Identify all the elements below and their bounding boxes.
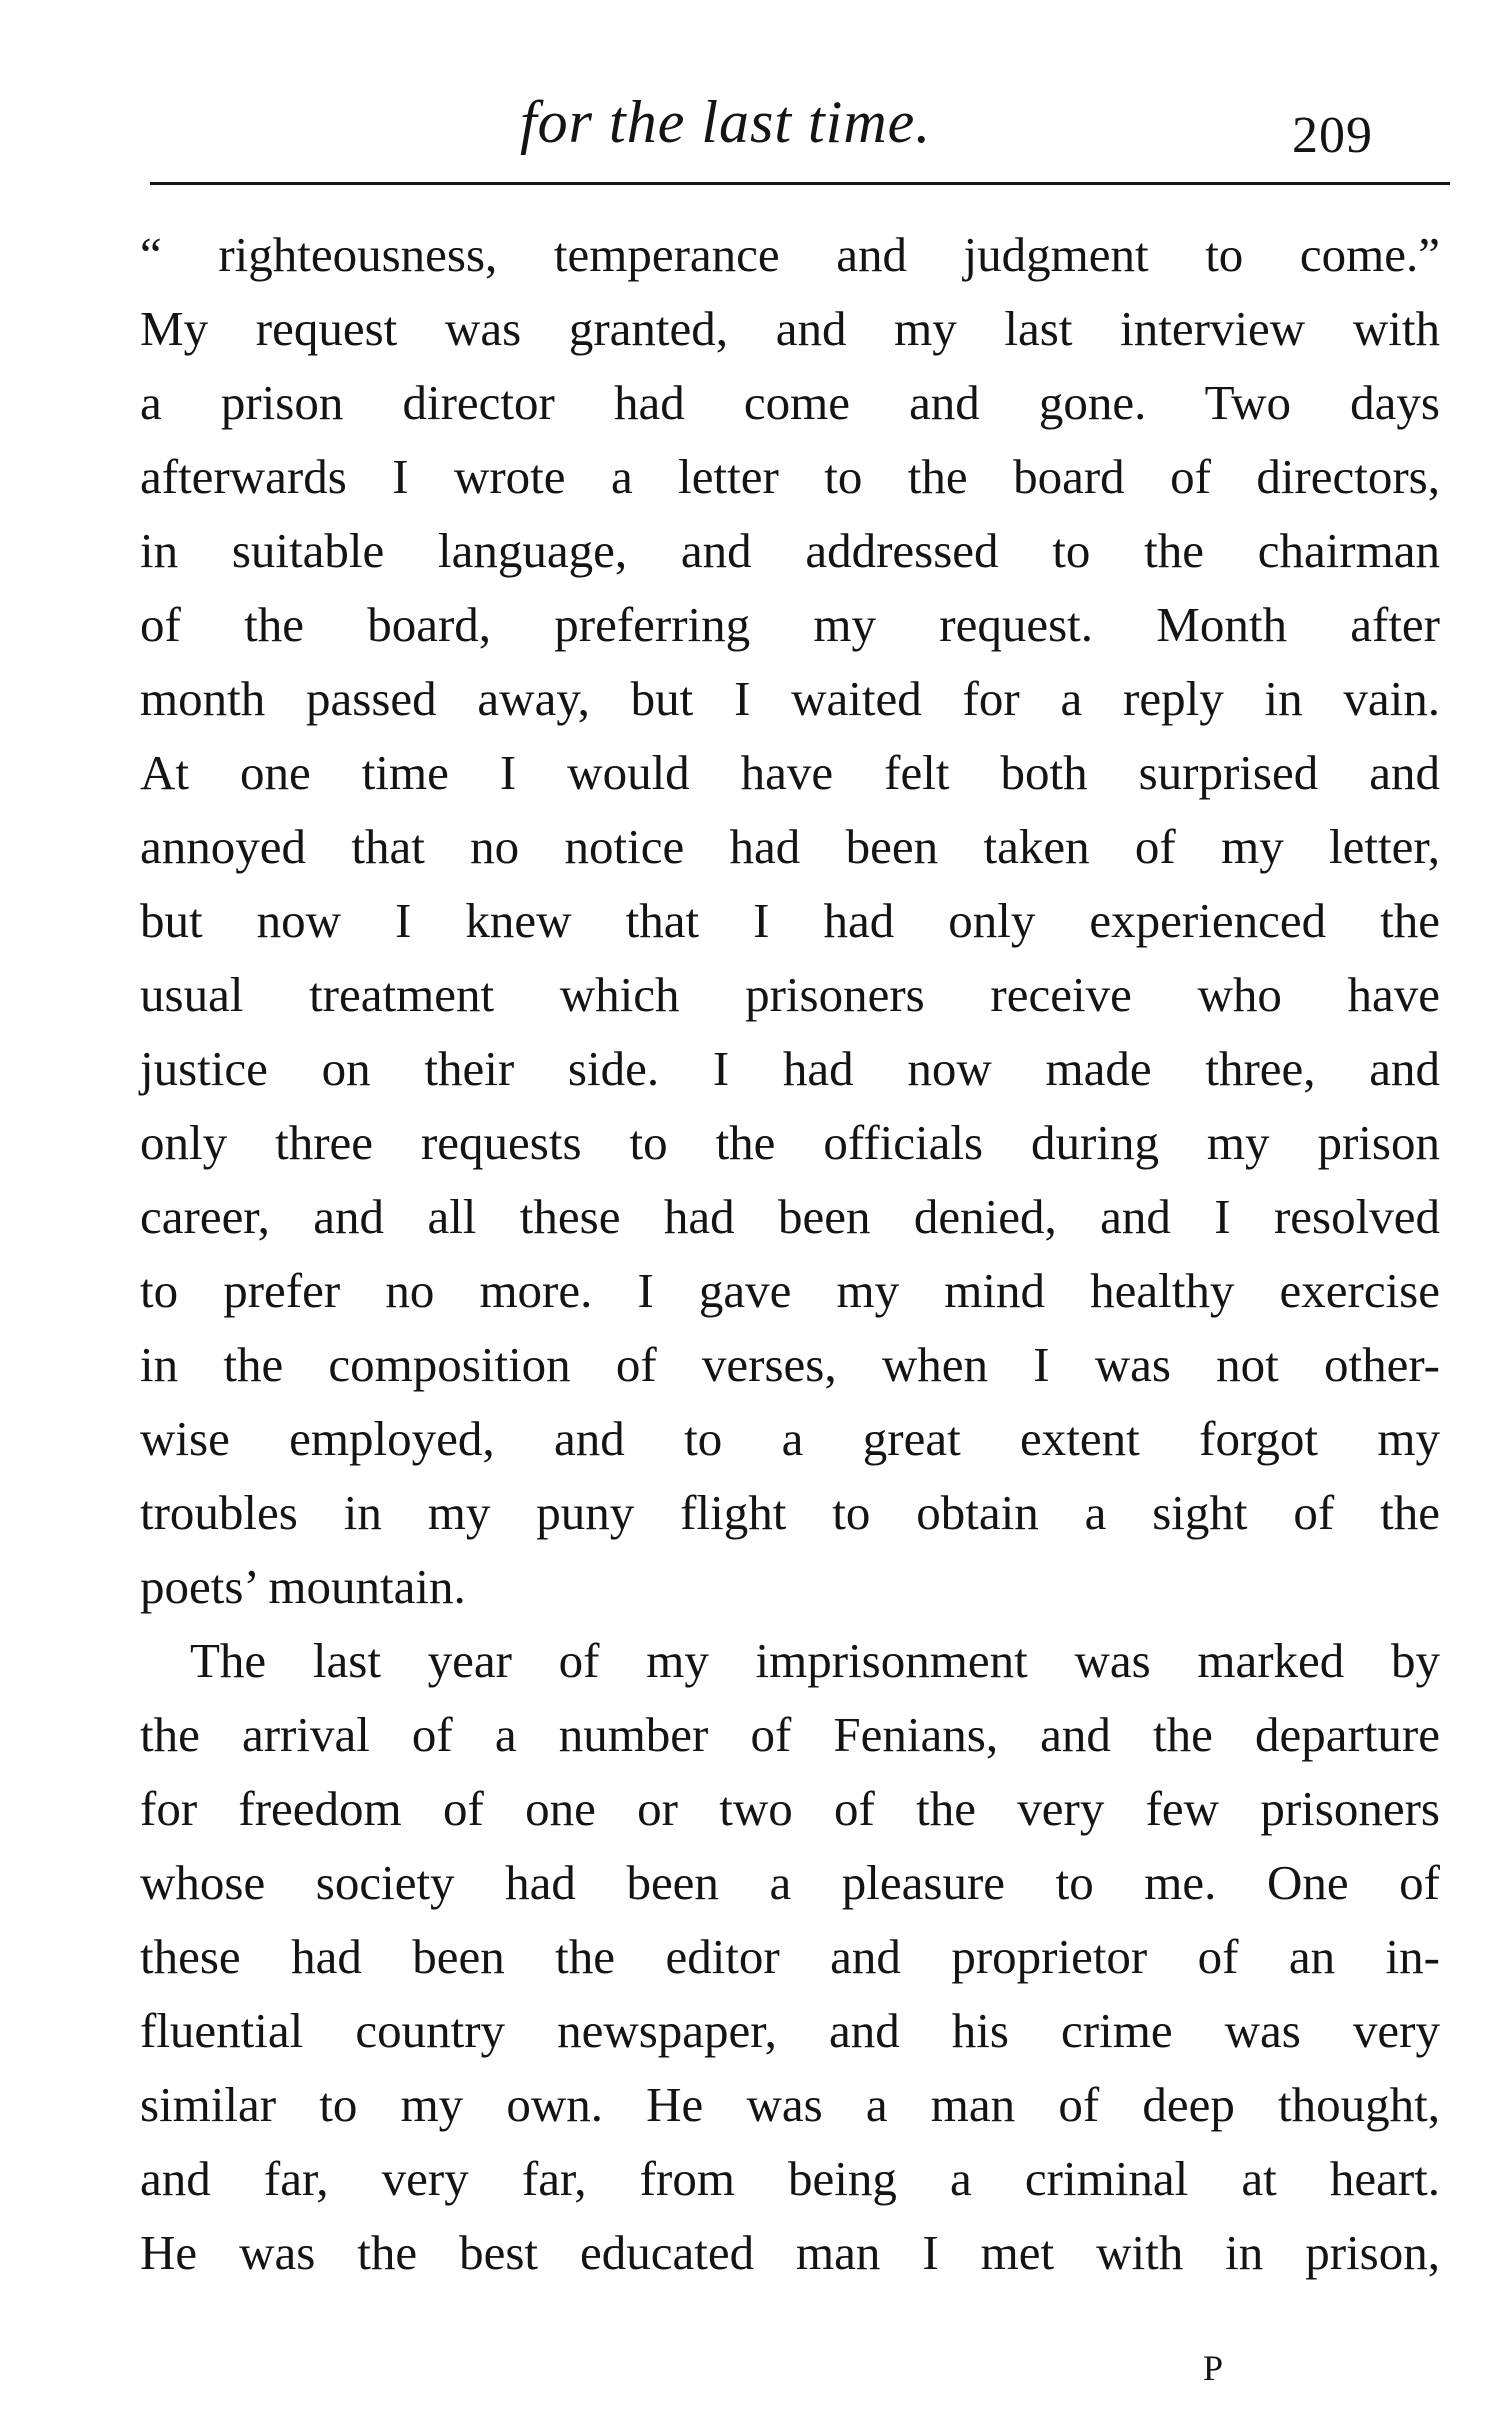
text-line: these had been the editor and proprietor of an in-	[140, 1929, 1440, 1984]
paragraph-2	[140, 1624, 1440, 2290]
text-line: The last year of my imprisonment was marked by	[190, 1633, 1440, 1688]
text-line: similar to my own. He was a man of deep thought,	[140, 2077, 1440, 2132]
text-line: troubles in my puny flight to obtain a sight of the	[140, 1485, 1440, 1540]
text-line: justice on their side. I had now made three, and	[140, 1041, 1440, 1096]
text-line: only three requests to the officials during my prison	[140, 1115, 1440, 1170]
running-title: for the last time.	[520, 89, 932, 155]
text-line: My request was granted, and my last interview with	[140, 301, 1440, 356]
text-line: usual treatment which prisoners receive who have	[140, 967, 1440, 1022]
text-line: a prison director had come and gone. Two days	[140, 375, 1440, 430]
text-line: wise employed, and to a great extent forgot my	[140, 1411, 1440, 1466]
text-line: to prefer no more. I gave my mind healthy exercise	[140, 1263, 1440, 1318]
paragraph-1	[140, 218, 1440, 1624]
text-line: He was the best educated man I met with in prison,	[140, 2225, 1440, 2280]
text-line: “ righteousness, temperance and judgment to come.”	[140, 227, 1440, 282]
text-line: month passed away, but I waited for a reply in vain.	[140, 671, 1440, 726]
body-text	[140, 218, 1440, 2290]
header-rule	[150, 182, 1450, 185]
text-line: in the composition of verses, when I was not other-	[140, 1337, 1440, 1392]
text-line: fluential country newspaper, and his crime was very	[140, 2003, 1440, 2058]
text-line: afterwards I wrote a letter to the board of directors,	[140, 449, 1440, 504]
text-line: annoyed that no notice had been taken of my letter,	[140, 819, 1440, 874]
page-number: 209	[1292, 107, 1373, 164]
text-line: in suitable language, and addressed to the chairman	[140, 523, 1440, 578]
text-line: whose society had been a pleasure to me. One of	[140, 1855, 1440, 1910]
text-line: the arrival of a number of Fenians, and the departure	[140, 1707, 1440, 1762]
text-line: poets’ mountain.	[140, 1559, 466, 1614]
text-line: and far, very far, from being a criminal at heart.	[140, 2151, 1440, 2206]
text-line: At one time I would have felt both surprised and	[140, 745, 1440, 800]
signature-mark: P	[1203, 2348, 1224, 2388]
text-line: but now I knew that I had only experienced the	[140, 893, 1440, 948]
text-line: for freedom of one or two of the very few prisoners	[140, 1781, 1440, 1836]
text-line: career, and all these had been denied, and I resolved	[140, 1189, 1440, 1244]
text-line: of the board, preferring my request. Month after	[140, 597, 1440, 652]
